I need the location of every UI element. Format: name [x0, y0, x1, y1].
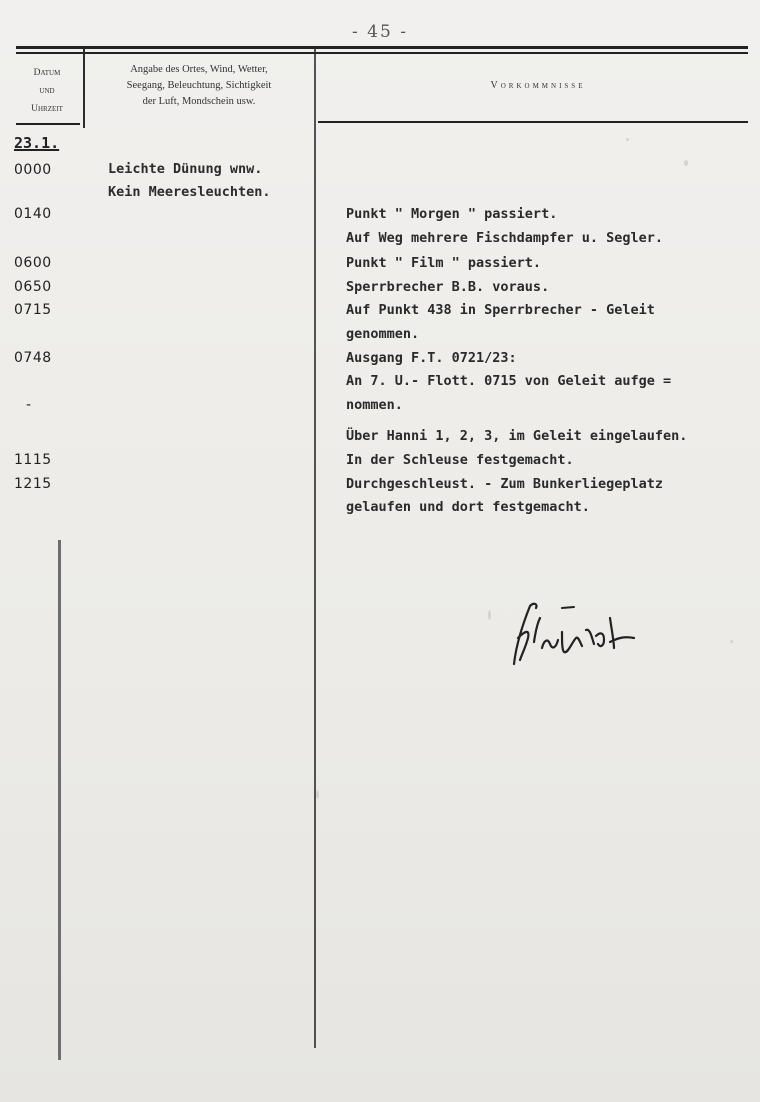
- header-top-rule: [16, 46, 748, 49]
- paper-speck: [488, 610, 491, 620]
- time-entry: 0600: [14, 255, 52, 271]
- time-entry: 0715: [14, 302, 52, 318]
- handwritten-signature: [500, 598, 650, 670]
- event-entry: In der Schleuse festgemacht.: [346, 452, 574, 468]
- column-divider-2: [314, 48, 316, 1048]
- margin-line: [58, 540, 61, 1060]
- time-entry: 0000: [14, 162, 52, 178]
- time-entry: 0748: [14, 350, 52, 366]
- column-divider-1: [83, 48, 85, 128]
- event-entry: genommen.: [346, 326, 420, 342]
- header-bottom-rule-right: [318, 121, 748, 123]
- event-entry: Auf Punkt 438 in Sperrbrecher - Geleit: [346, 302, 655, 318]
- header-date-line-1: Datum: [33, 68, 61, 78]
- time-entry: 0140: [14, 206, 52, 222]
- header-place-line-1: Angabe des Ortes, Wind, Wetter,: [130, 64, 268, 75]
- header-bottom-rule-left: [16, 123, 80, 125]
- event-entry: An 7. U.- Flott. 0715 von Geleit aufge =: [346, 373, 672, 389]
- entry-date: 23.1.: [14, 134, 60, 152]
- event-entry: Auf Weg mehrere Fischdampfer u. Segler.: [346, 230, 663, 246]
- paper-speck: [626, 138, 629, 141]
- header-place-line-2: Seegang, Beleuchtung, Sichtigkeit: [126, 80, 272, 91]
- event-entry: nommen.: [346, 397, 403, 413]
- time-entry: 1215: [14, 476, 52, 492]
- header-top-rule-2: [16, 52, 748, 54]
- event-entry: Punkt " Morgen " passiert.: [346, 206, 558, 222]
- header-place-line-3: der Luft, Mondschein usw.: [142, 96, 256, 107]
- weather-entry: Leichte Dünung wnw.: [108, 161, 263, 177]
- event-entry: Punkt " Film " passiert.: [346, 255, 542, 271]
- event-entry: Über Hanni 1, 2, 3, im Geleit eingelaufen.: [346, 428, 688, 444]
- event-entry: Sperrbrecher B.B. voraus.: [346, 279, 550, 295]
- page-number: - 45 -: [352, 22, 408, 42]
- paper-speck: [684, 160, 688, 166]
- time-entry: 0650: [14, 279, 52, 295]
- paper-speck: [730, 640, 733, 643]
- weather-entry: Kein Meeresleuchten.: [108, 184, 271, 200]
- header-date-line-3: Uhrzeit: [31, 104, 63, 114]
- paper-speck: [316, 790, 319, 799]
- header-date-line-2: und: [39, 86, 55, 96]
- event-entry: gelaufen und dort festgemacht.: [346, 499, 590, 515]
- time-entry: 1115: [14, 452, 52, 468]
- time-entry: -: [26, 397, 32, 413]
- event-entry: Ausgang F.T. 0721/23:: [346, 350, 517, 366]
- event-entry: Durchgeschleust. - Zum Bunkerliegeplatz: [346, 476, 663, 492]
- header-events-column: Vorkommnisse: [490, 80, 586, 91]
- header-place-column: [88, 62, 310, 110]
- header-date-column: [14, 64, 80, 118]
